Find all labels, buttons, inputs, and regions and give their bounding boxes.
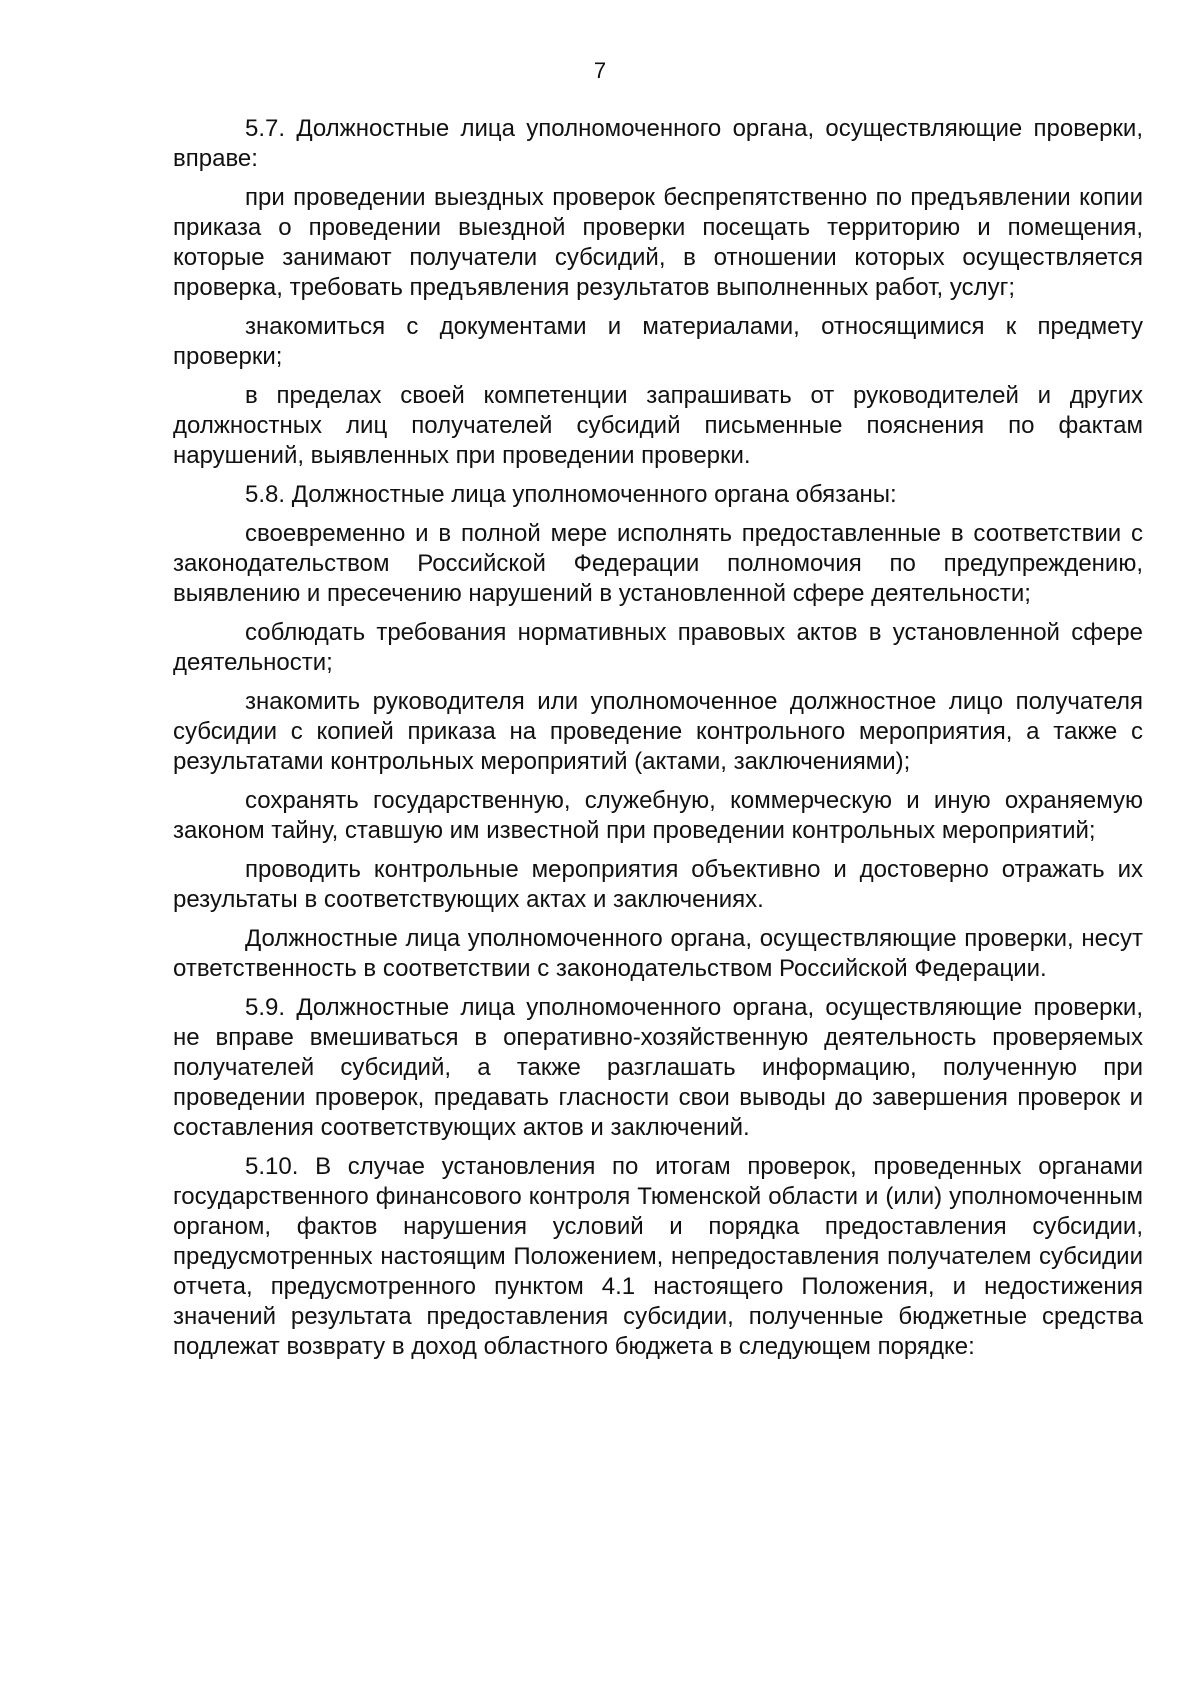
paragraph-responsibility: Должностные лица уполномоченного органа, осуществляющие проверки, несут ответственность в соответствии с законодательством Российской Федерации. <box>173 925 1143 982</box>
page-number: 7 <box>593 58 607 83</box>
paragraph-5-9: 5.9. Должностные лица уполномоченного органа, осуществляющие проверки, не вправе вмешиваться в оперативно-хозяйственную деятельность проверяемых получателей субсидий, а также разглашать информацию, полученную при проведении проверок, предавать гласности свои выводы до завершения проверок и составления соответствующих актов и заключений. <box>173 994 1143 1141</box>
paragraph-5-10: 5.10. В случае установления по итогам проверок, проведенных органами государственного финансового контроля Тюменской области и (или) уполномоченным органом, фактов нарушения условий и порядка предоставления субсидии, предусмотренных настоящим Положением, непредоставления получателем субсидии отчета, предусмотренного пунктом 4.1 настоящего Положения, и недостижения значений результата предоставления субсидии, полученные бюджетные средства подлежат возврату в доход областного бюджета в следующем порядке: <box>173 1153 1143 1360</box>
paragraph-duty-inform: знакомить руководителя или уполномоченное должностное лицо получателя субсидии с копией приказа на проведение контрольного мероприятия, а также с результатами контрольных мероприятий (актами, заключениями); <box>173 688 1143 775</box>
document-body <box>173 114 1143 1371</box>
paragraph-right-visit: при проведении выездных проверок беспрепятственно по предъявлении копии приказа о проведении выездной проверки посещать территорию и помещения, которые занимают получатели субсидий, в отношении которых осуществляется проверка, требовать предъявления результатов выполненных работ, услуг; <box>173 184 1143 301</box>
paragraph-duty-powers: своевременно и в полной мере исполнять предоставленные в соответствии с законодательством Российской Федерации полномочия по предупреждению, выявлению и пресечению нарушений в установленной сфере деятельности; <box>173 520 1143 607</box>
paragraph-duty-secrecy: сохранять государственную, служебную, коммерческую и иную охраняемую законом тайну, ставшую им известной при проведении контрольных мероприятий; <box>173 787 1143 844</box>
paragraph-5-7: 5.7. Должностные лица уполномоченного органа, осуществляющие проверки, вправе: <box>173 115 1143 172</box>
paragraph-duty-comply: соблюдать требования нормативных правовых актов в установленной сфере деятельности; <box>173 619 1143 676</box>
paragraph-duty-objective: проводить контрольные мероприятия объективно и достоверно отражать их результаты в соответствующих актах и заключениях. <box>173 856 1143 913</box>
paragraph-right-documents: знакомиться с документами и материалами, относящимися к предмету проверки; <box>173 313 1143 370</box>
paragraph-right-request: в пределах своей компетенции запрашивать от руководителей и других должностных лиц получателей субсидий письменные пояснения по фактам нарушений, выявленных при проведении проверки. <box>173 382 1143 469</box>
paragraph-5-8: 5.8. Должностные лица уполномоченного органа обязаны: <box>245 481 897 508</box>
